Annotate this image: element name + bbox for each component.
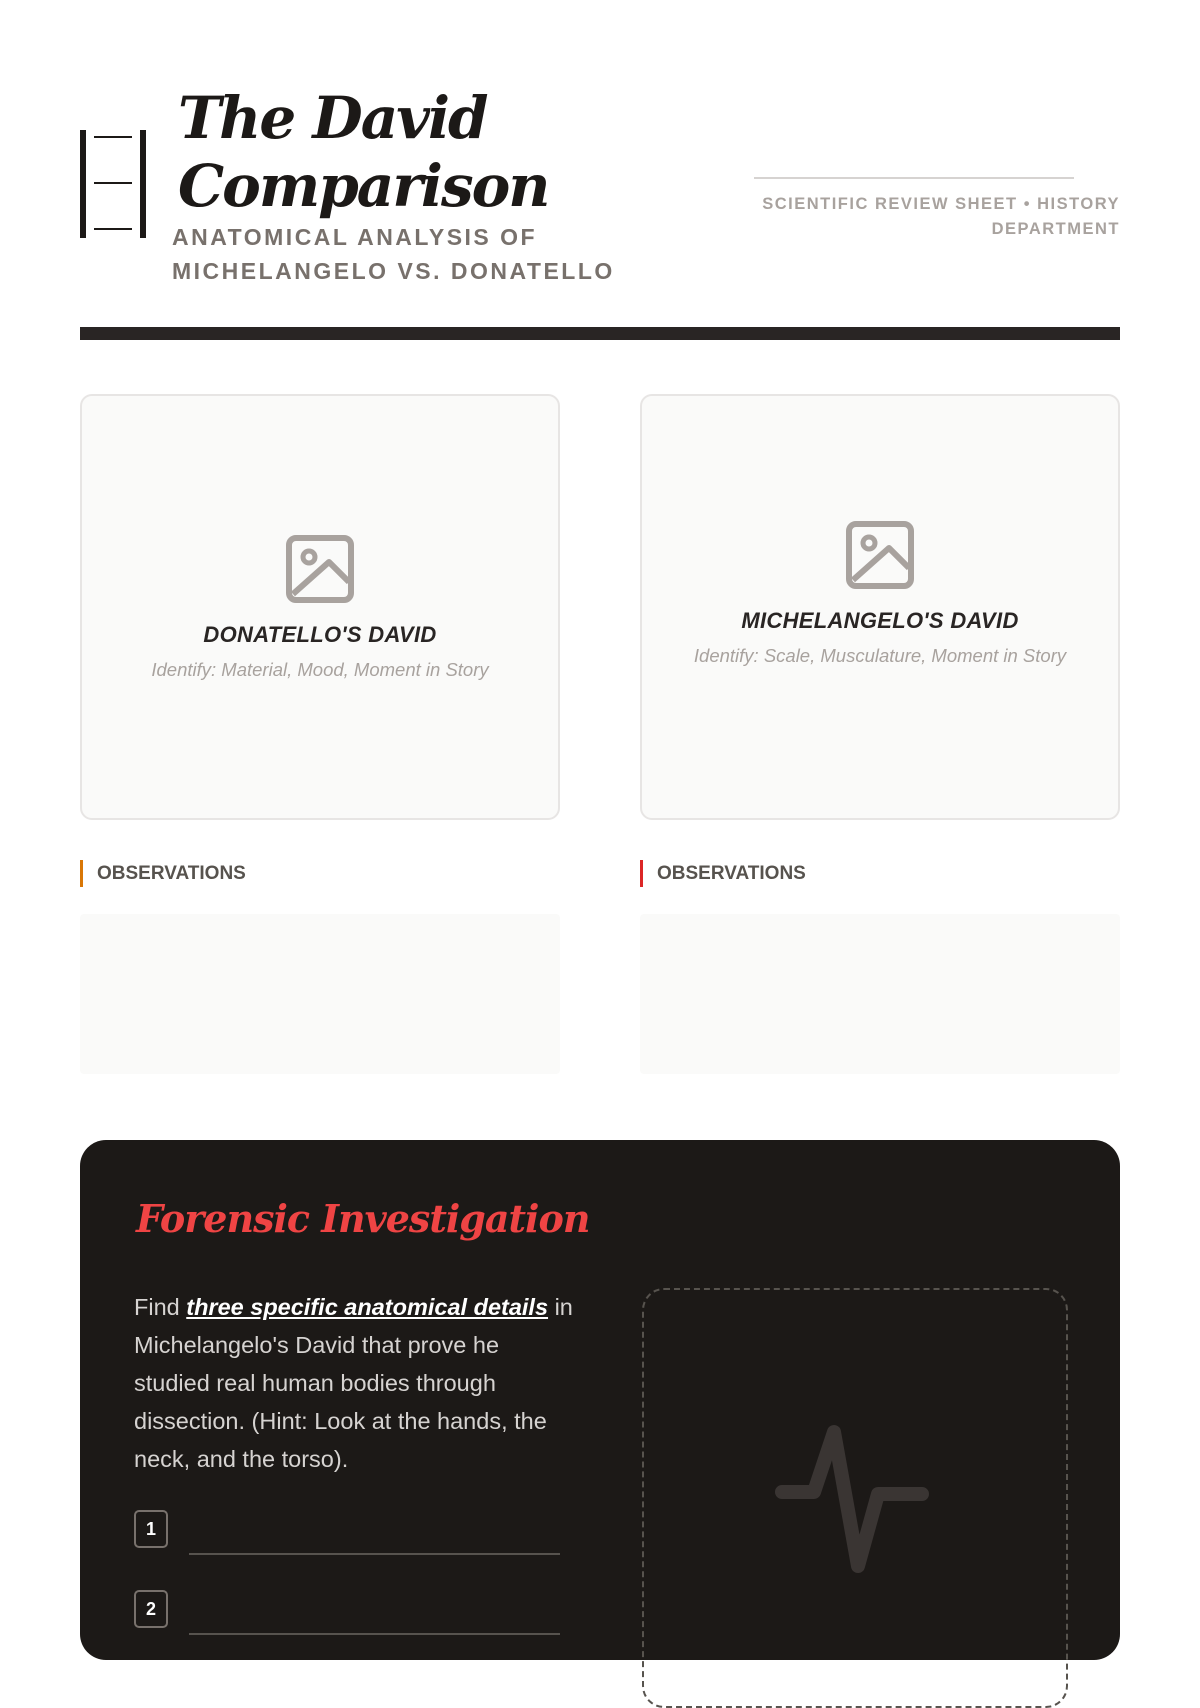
ladder-icon <box>80 130 146 238</box>
card-content <box>642 520 1118 669</box>
sheet-meta-line: DEPARTMENT <box>991 220 1120 238</box>
instructions-text-part: in Michelangelo's David that prove he studied real human bodies through dissection. (Hint: Look at the hands, the neck, and the torso). <box>134 1294 573 1472</box>
page-title-line: Comparison <box>178 152 549 220</box>
answer-number-badge: 2 <box>134 1590 168 1628</box>
sketch-area[interactable] <box>642 1288 1068 1708</box>
answer-number-badge: 1 <box>134 1510 168 1548</box>
answer-line[interactable] <box>189 1633 560 1635</box>
page-subtitle <box>172 220 652 288</box>
donatello-image-card <box>80 394 560 820</box>
observations-field-michelangelo[interactable] <box>640 914 1120 1074</box>
instructions-text <box>134 1288 574 1478</box>
page-subtitle-line: ANATOMICAL ANALYSIS OF <box>172 224 538 250</box>
instructions-emphasis: three specific anatomical details <box>186 1294 549 1320</box>
card-title: MICHELANGELO'S DAVID <box>741 608 1019 633</box>
sheet-meta <box>740 192 1120 242</box>
answer-row-1[interactable] <box>134 1510 560 1550</box>
card-hint: Identify: Scale, Musculature, Moment in Story <box>693 645 1067 666</box>
observations-label-donatello: OBSERVATIONS <box>80 860 246 887</box>
image-icon <box>285 534 355 604</box>
section-title: Forensic Investigation <box>136 1196 590 1241</box>
pulse-icon <box>776 1422 936 1582</box>
card-hint: Identify: Material, Mood, Moment in Story <box>151 659 489 680</box>
sheet-meta-line: SCIENTIFIC REVIEW SHEET • HISTORY <box>762 195 1120 213</box>
page-subtitle-line: MICHELANGELO VS. DONATELLO <box>172 258 615 284</box>
card-title: DONATELLO'S DAVID <box>203 622 437 647</box>
answer-row-2[interactable] <box>134 1590 560 1630</box>
header-rule <box>80 327 1120 340</box>
page-title-line: The David <box>178 84 487 152</box>
observations-label-michelangelo: OBSERVATIONS <box>640 860 806 887</box>
image-icon <box>845 520 915 590</box>
meta-divider <box>754 177 1074 179</box>
forensic-investigation-panel <box>80 1140 1120 1660</box>
michelangelo-image-card <box>640 394 1120 820</box>
worksheet-header <box>80 80 1120 340</box>
card-content <box>82 534 558 683</box>
observations-field-donatello[interactable] <box>80 914 560 1074</box>
answer-line[interactable] <box>189 1553 560 1555</box>
page-title <box>178 84 638 220</box>
instructions-text-part: Find <box>134 1294 187 1320</box>
